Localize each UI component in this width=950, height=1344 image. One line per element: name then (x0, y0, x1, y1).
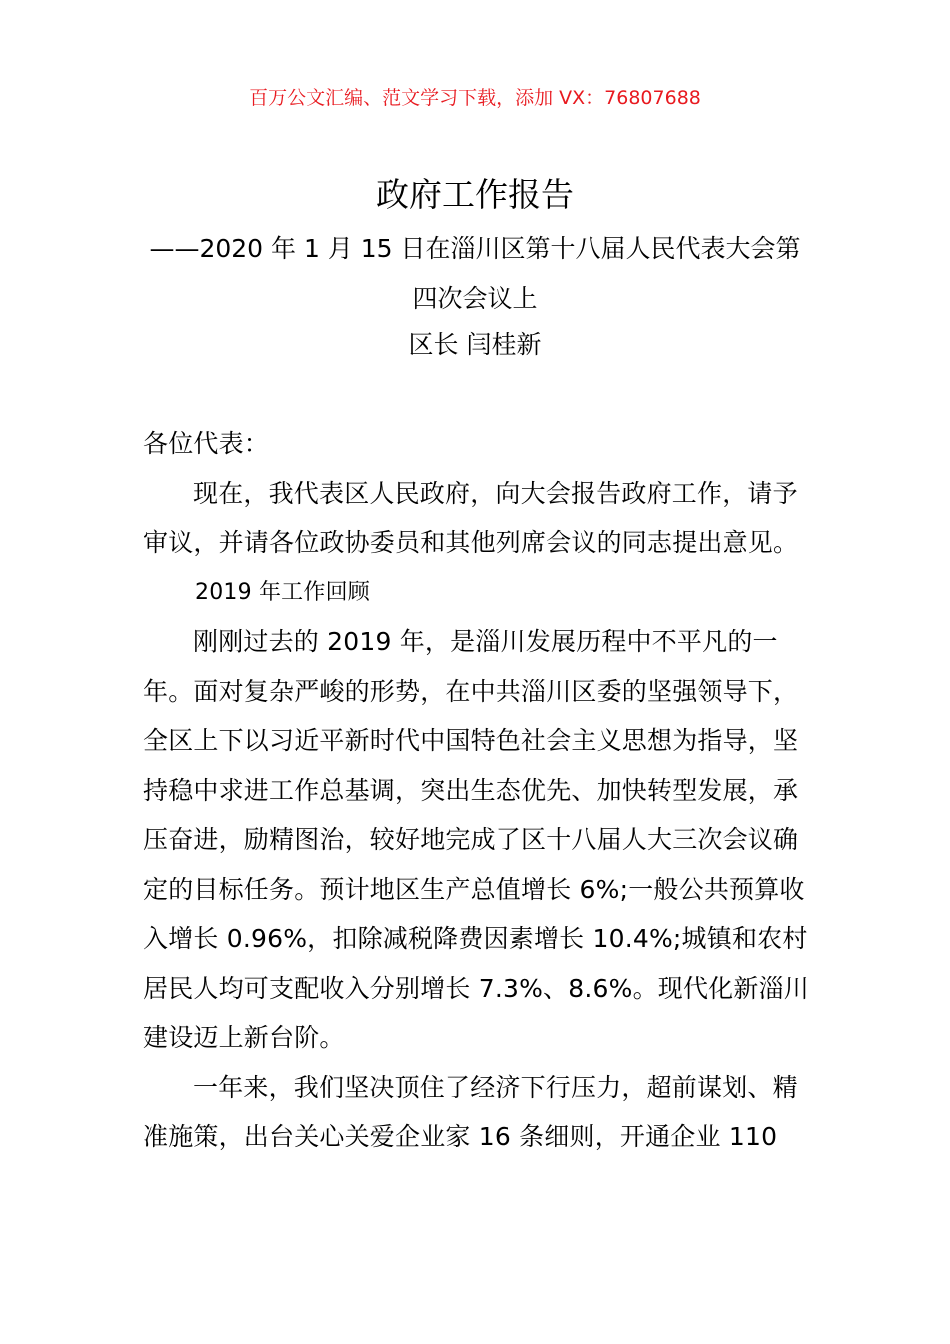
work-paragraph: 一年来，我们坚决顶住了经济下行压力，超前谋划、精准施策，出台关心关爱企业家 16 条细则，开通企业 110 (143, 1072, 798, 1151)
section-heading: 2019 年工作回顾 (195, 579, 370, 605)
salutation: 各位代表： (143, 429, 270, 458)
author-line: 区长 闫桂新 (408, 330, 542, 359)
document-body (143, 419, 815, 1162)
intro-paragraph: 现在，我代表区人民政府，向大会报告政府工作，请予审议，并请各位政协委员和其他列席会议的同志提出意见。 (143, 478, 799, 557)
header-banner: 百万公文汇编、范文学习下载，添加 VX：76807688 (249, 87, 701, 109)
page-subtitle: ——2020 年 1 月 15 日在淄川区第十八届人民代表大会第四次会议上 (149, 234, 801, 313)
review-paragraph: 刚刚过去的 2019 年，是淄川发展历程中不平凡的一年。面对复杂严峻的形势，在中共淄川区委的坚强领导下，全区上下以习近平新时代中国特色社会主义思想为指导，坚持稳中求进工作总基调，突出生态优先、加快转型发展，承压奋进，励精图治，较好地完成了区十八届人大三次会议确定的目标任务。预计地区生产总值增长 6%;一般公共预算收入增长 0.96%，扣除减税降费因素增长 10.4%;城镇和农村居民人均可支配收入分别增长 7.3%、8.6%。现代化新淄川建设迈上新台阶。 (143, 627, 809, 1052)
page-title: 政府工作报告 (376, 175, 574, 214)
